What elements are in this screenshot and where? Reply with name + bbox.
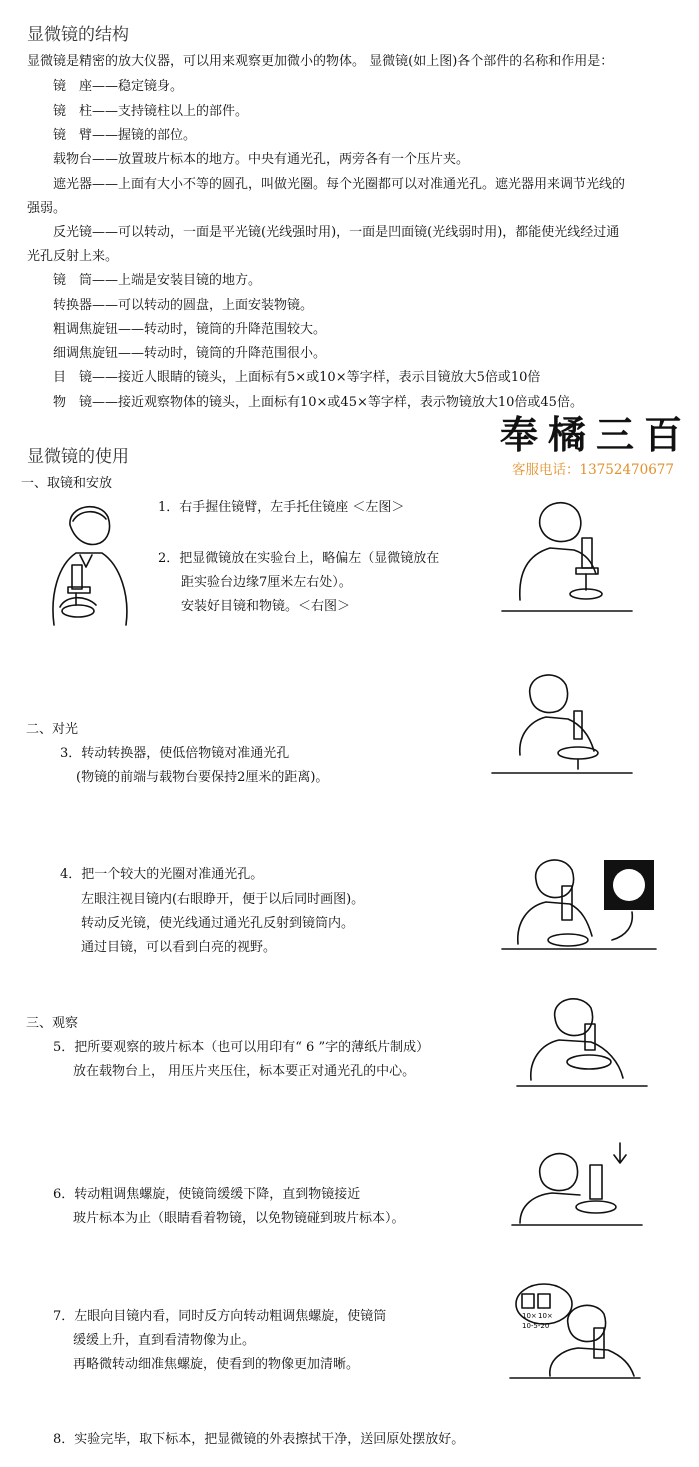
step-line: 4．把一个较大的光圈对准通光孔。: [60, 867, 264, 882]
watermark-phone: 客服电话：13752470677: [512, 462, 674, 478]
girl-focusing-illustration: [508, 1280, 643, 1380]
girl-adjusting-light-illustration: [500, 848, 660, 953]
step-line: 转动反光镜，使光线通过通光孔反射到镜筒内。: [81, 916, 355, 931]
part-line: 镜 柱——支持镜柱以上的部件。: [53, 104, 249, 119]
girl-placing-slide-illustration: [515, 990, 650, 1090]
section-title-usage: 显微镜的使用: [27, 447, 129, 467]
subsection-heading: 二、对光: [26, 722, 79, 737]
girl-holding-microscope-illustration: [40, 495, 140, 630]
step-line: 6．转动粗调焦螺旋，使镜筒缓缓下降，直到物镜接近: [53, 1187, 361, 1202]
step-line: 2．把显微镜放在实验台上，略偏左（显微镜放在: [158, 551, 440, 566]
part-line: 粗调焦旋钮——转动时，镜筒的升降范围较大。: [53, 322, 327, 337]
step-line: (物镜的前端与载物台要保持2厘米的距离)。: [76, 770, 329, 785]
step-line: 放在载物台上， 用压片夹压住，标本要正对通光孔的中心。: [73, 1064, 416, 1079]
part-line: 遮光器——上面有大小不等的圆孔，叫做光圈。每个光圈都可以对准通光孔。遮光器用来调节光线的: [53, 177, 626, 192]
step-line: 玻片标本为止（眼睛看着物镜，以免物镜碰到玻片标本）。: [73, 1211, 405, 1226]
part-line: 反光镜——可以转动，一面是平光镜(光线强时用)，一面是凹面镜(光线弱时用)，都能使光线经过通: [53, 225, 620, 240]
part-line: 镜 臂——握镜的部位。: [53, 128, 197, 143]
part-line: 镜 座——稳定镜身。: [53, 79, 184, 94]
lens-label: 10×: [538, 1312, 553, 1320]
subsection-heading: 三、观察: [26, 1016, 79, 1031]
girl-turning-converter-illustration: [490, 665, 635, 780]
girl-placing-microscope-illustration: [500, 490, 635, 615]
girl-lowering-tube-illustration: [510, 1135, 645, 1230]
step-line: 距实验台边缘7厘米左右处）。: [181, 575, 352, 590]
step-line: 5．把所要观察的玻片标本（也可以用印有“ 6 ”字的薄纸片制成）: [53, 1040, 430, 1055]
part-line: 光孔反射上来。: [27, 249, 119, 264]
step-line: 缓缓上升，直到看清物像为止。: [73, 1333, 256, 1348]
watermark-logo: 奉橘三百: [500, 412, 693, 457]
subsection-heading: 一、取镜和安放: [21, 476, 113, 491]
part-line: 强弱。: [27, 201, 67, 216]
step-line: 通过目镜，可以看到白亮的视野。: [81, 940, 277, 955]
step-line: 7．左眼向目镜内看，同时反方向转动粗调焦螺旋，使镜筒: [53, 1309, 387, 1324]
section-title-structure: 显微镜的结构: [27, 25, 129, 45]
step-line: 左眼注视目镜内(右眼睁开，便于以后同时画图)。: [81, 892, 365, 907]
part-line: 转换器——可以转动的圆盘，上面安装物镜。: [53, 298, 314, 313]
part-line: 物 镜——接近观察物体的镜头，上面标有10×或45×等字样，表示物镜放大10倍或45倍。: [53, 395, 583, 410]
step-line: 再略微转动细准焦螺旋，使看到的物像更加清晰。: [73, 1357, 360, 1372]
part-line: 目 镜——接近人眼睛的镜头，上面标有5×或10×等字样，表示目镜放大5倍或10倍: [53, 370, 541, 385]
intro-text: 显微镜是精密的放大仪器，可以用来观察更加微小的物体。 显微镜(如上图)各个部件的名称和作用是：: [27, 54, 614, 69]
part-line: 镜 筒——上端是安装目镜的地方。: [53, 273, 262, 288]
step-line: 8．实验完毕，取下标本，把显微镜的外表擦拭干净，送回原处摆放好。: [53, 1432, 465, 1447]
lens-label: 10×: [522, 1312, 537, 1320]
step-line: 安装好目镜和物镜。＜右图＞: [181, 599, 351, 614]
lens-label: 10-5-20: [522, 1322, 550, 1330]
step-line: 1．右手握住镜臂，左手托住镜座 ＜左图＞: [158, 500, 405, 515]
step-line: 3．转动转换器，使低倍物镜对准通光孔: [60, 746, 290, 761]
part-line: 载物台——放置玻片标本的地方。中央有通光孔，两旁各有一个压片夹。: [53, 152, 470, 167]
part-line: 细调焦旋钮——转动时，镜筒的升降范围很小。: [53, 346, 327, 361]
